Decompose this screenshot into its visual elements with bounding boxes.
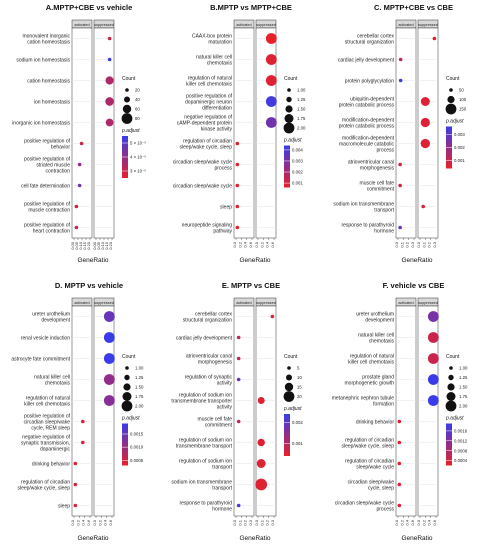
panel-title: E. MPTP vs CBE xyxy=(221,281,281,290)
data-point xyxy=(74,483,78,487)
size-legend-key xyxy=(446,401,457,412)
term-label: regulation of circadian sleep/wake cycle, sleep xyxy=(341,437,394,450)
color-legend-label: 0.002 xyxy=(292,420,303,425)
data-point xyxy=(421,118,430,127)
x-axis-label: GeneRatio xyxy=(77,535,109,542)
term-label: regulation of natural killer cell chemotaxis xyxy=(24,395,70,408)
data-point xyxy=(75,205,79,209)
x-tick-label: 0.4 xyxy=(80,520,86,526)
data-point xyxy=(104,374,115,385)
facet-label: suppressed xyxy=(418,23,438,27)
data-point xyxy=(236,163,240,167)
data-point xyxy=(398,184,402,188)
x-tick-label: 0.3 xyxy=(248,520,253,526)
term-label: natural killer cell chemotaxis xyxy=(34,374,70,387)
term-label: astrocyte fate commitment xyxy=(11,356,70,363)
data-point xyxy=(421,97,430,106)
color-legend-label: 0.002 xyxy=(292,169,303,175)
size-legend-key xyxy=(448,375,453,380)
data-point xyxy=(257,459,266,468)
term-label: response to parathyroid hormone xyxy=(179,500,232,513)
data-point xyxy=(104,311,115,322)
x-axis-label: GeneRatio xyxy=(239,257,271,264)
size-legend-label: 1.25 xyxy=(459,375,468,380)
size-legend-label: 1.00 xyxy=(297,87,306,93)
data-point xyxy=(428,395,439,406)
color-legend-title: p.adjust xyxy=(446,415,464,422)
term-label: positive regulation of striated muscle contraction xyxy=(24,156,70,175)
term-label: cation homeostasis xyxy=(27,78,70,85)
color-legend-label: 0.003 xyxy=(292,158,303,164)
color-legend-label: 3 × 10⁻⁵ xyxy=(130,168,147,174)
color-legend-title: p.adjust xyxy=(446,118,464,125)
data-point xyxy=(266,54,277,65)
size-legend-key xyxy=(285,105,292,112)
term-label: response to parathyroid hormone xyxy=(341,222,394,235)
data-point xyxy=(398,483,402,487)
term-label: cerebellar cortex structural organization xyxy=(182,311,232,324)
size-legend-label: 20 xyxy=(135,87,140,93)
term-label: atrioventricular canal morphogenesis xyxy=(185,353,232,366)
x-tick-label: 0.05 xyxy=(74,242,79,250)
data-point xyxy=(80,142,84,146)
x-axis-label: GeneRatio xyxy=(401,257,433,264)
term-label: regulation of circadian sleep/wake cycle xyxy=(345,458,394,471)
data-point xyxy=(236,226,240,230)
x-tick-label: 0.20 xyxy=(86,242,91,250)
size-legend-label: 1.25 xyxy=(135,375,144,380)
x-tick-label: 0.2 xyxy=(264,520,270,526)
data-point xyxy=(106,76,114,84)
data-point xyxy=(237,504,241,508)
term-label: sodium ion transmembrane transport xyxy=(171,479,232,492)
facet-label: activated xyxy=(74,23,90,27)
color-legend-title: p.adjust xyxy=(122,415,140,422)
color-legend-label: 4 × 10⁻⁵ xyxy=(130,154,147,160)
data-point xyxy=(421,139,430,148)
x-axis-label: GeneRatio xyxy=(401,535,433,542)
facet-label: activated xyxy=(398,301,414,305)
data-point xyxy=(433,37,437,41)
data-point xyxy=(74,504,78,508)
term-label: modification-dependent protein catabolic process xyxy=(338,117,394,130)
data-point xyxy=(258,397,265,404)
size-legend-key xyxy=(449,88,453,92)
x-tick-label: 0.4 xyxy=(264,242,270,248)
term-label: regulation of synaptic activity xyxy=(184,374,232,387)
term-label: positive regulation of dopaminergic neuron differentiation xyxy=(185,93,232,112)
x-tick-label: 0.2 xyxy=(399,520,405,526)
data-point xyxy=(398,163,402,167)
data-point xyxy=(78,163,82,167)
color-legend-label: 0.0016 xyxy=(454,428,468,434)
color-legend-label: 5 × 10⁻⁵ xyxy=(130,140,147,146)
term-label: modification-dependent macromolecule catabolic process xyxy=(338,135,394,154)
size-legend-title: Count xyxy=(284,76,298,82)
size-legend-label: 1.00 xyxy=(459,365,468,371)
x-tick-label: 0.0 xyxy=(232,520,237,526)
x-tick-label: 0.3 xyxy=(410,242,415,248)
size-legend-key xyxy=(447,392,456,401)
term-label: regulation of sodium ion transmembrane transporter activity xyxy=(171,392,232,411)
size-legend-key xyxy=(285,383,293,391)
data-point xyxy=(81,441,85,445)
color-legend-label: 0.001 xyxy=(454,158,465,164)
data-point xyxy=(75,226,79,230)
size-legend-label: 1.50 xyxy=(135,384,144,390)
data-point xyxy=(257,439,264,446)
data-point xyxy=(237,357,241,361)
chart-panel-4 xyxy=(11,281,144,542)
panel-title: C. MPTP+CBE vs CBE xyxy=(374,3,453,12)
term-label: positive regulation of circadian sleep/wake cycle, REM sleep xyxy=(23,413,70,432)
size-legend-label: 100 xyxy=(459,97,467,102)
color-legend-label: 0.001 xyxy=(292,441,303,446)
term-label: regulation of natural killer cell chemotaxis xyxy=(186,75,232,88)
x-tick-label: 0.2 xyxy=(259,242,265,248)
size-legend-title: Count xyxy=(446,354,460,360)
size-legend-label: 2.00 xyxy=(297,125,306,131)
color-legend-label: 0.003 xyxy=(454,131,465,137)
term-label: positive regulation of behavior xyxy=(24,138,70,151)
facet-label: activated xyxy=(74,301,90,305)
x-tick-label: 0.0 xyxy=(232,242,237,248)
x-tick-label: 0.4 xyxy=(426,520,432,526)
data-point xyxy=(237,378,241,382)
term-label: monovalent inorganic cation homeostasis xyxy=(22,33,70,46)
panel-title: A.MPTP+CBE vs vehicle xyxy=(45,3,133,12)
data-point xyxy=(104,332,115,343)
size-legend-key xyxy=(123,105,131,113)
term-label: positive regulation of heart contraction xyxy=(24,222,70,235)
term-label: drinking behavior xyxy=(355,419,394,426)
data-point xyxy=(236,205,240,209)
x-tick-label: 0.4 xyxy=(404,520,410,526)
data-point xyxy=(108,37,112,41)
x-tick-label: 0.2 xyxy=(421,520,427,526)
term-label: cardiac jelly development xyxy=(175,335,232,342)
data-point xyxy=(81,420,85,424)
size-legend-key xyxy=(124,97,130,103)
x-tick-label: 0.2 xyxy=(242,520,248,526)
size-legend-label: 10 xyxy=(297,375,302,380)
x-tick-label: 0.6 xyxy=(432,520,437,526)
color-legend-bar xyxy=(122,424,128,466)
size-legend-key xyxy=(125,366,129,370)
facet-label: suppressed xyxy=(94,301,114,305)
term-label: circadian sleep/wake cycle, sleep xyxy=(347,479,394,492)
color-legend-label: 0.002 xyxy=(454,145,465,151)
x-tick-label: 0.6 xyxy=(270,242,275,248)
term-label: regulation of circadian sleep/wake cycle, sleep xyxy=(179,138,232,151)
x-tick-label: 0.0 xyxy=(416,520,421,526)
data-point xyxy=(428,332,439,343)
size-legend-label: 1.00 xyxy=(135,365,144,371)
x-tick-label: 0.10 xyxy=(78,242,83,250)
x-tick-label: 0.6 xyxy=(108,520,113,526)
size-legend-title: Count xyxy=(122,354,136,360)
x-tick-label: 0.0 xyxy=(254,520,259,526)
chart-panel-1 xyxy=(12,3,146,264)
x-tick-label: 0.15 xyxy=(82,242,87,250)
size-legend-label: 40 xyxy=(135,97,140,102)
term-label: ubiquitin-dependent protein catabolic process xyxy=(338,96,394,109)
chart-panel-3 xyxy=(333,3,466,264)
term-label: circadian sleep/wake cycle process xyxy=(172,159,232,172)
term-label: negative regulation of synaptic transmission, dopaminergic xyxy=(20,434,70,453)
x-tick-label: 0.6 xyxy=(248,242,253,248)
color-legend-label: 0.0004 xyxy=(454,458,468,464)
color-legend-label: 0.0012 xyxy=(454,438,468,444)
x-tick-label: 0.1 xyxy=(259,520,265,526)
x-tick-label: 0.0 xyxy=(92,520,97,526)
term-label: positive regulation of muscle contraction xyxy=(24,201,70,214)
x-tick-label: 0.0 xyxy=(70,520,75,526)
color-legend-label: 0.0015 xyxy=(130,431,144,437)
size-legend-key xyxy=(287,366,291,370)
panel-title: D. MPTP vs vehicle xyxy=(54,281,124,290)
facet-label: suppressed xyxy=(418,301,438,305)
size-legend-label: 15 xyxy=(297,384,302,390)
term-label: natural killer cell chemotaxis xyxy=(196,54,232,67)
size-legend-label: 50 xyxy=(459,87,464,93)
size-legend-label: 80 xyxy=(135,116,140,121)
term-label: sleep xyxy=(220,204,232,211)
x-tick-label: 0.6 xyxy=(86,520,91,526)
size-legend-key xyxy=(449,366,453,370)
x-tick-label: 0.4 xyxy=(102,520,108,526)
facet-label: activated xyxy=(398,23,414,27)
data-point xyxy=(266,75,277,86)
term-label: muscle cell fate commitment xyxy=(197,416,232,429)
size-legend-key xyxy=(284,123,295,134)
data-point xyxy=(237,336,241,340)
term-label: sodium ion transmembrane transport xyxy=(333,201,394,214)
size-legend-key xyxy=(124,375,129,380)
x-tick-label: 0.0 xyxy=(394,242,399,248)
x-tick-label: 0.0 xyxy=(394,520,399,526)
size-legend-key xyxy=(447,383,454,390)
size-legend-title: Count xyxy=(122,76,136,82)
term-label: regulation of natural killer cell chemotaxis xyxy=(348,353,394,366)
color-legend-bar xyxy=(446,424,452,466)
data-point xyxy=(398,504,402,508)
term-label: regulation of circadian sleep/wake cycle, sleep xyxy=(17,479,70,492)
x-tick-label: 0.00 xyxy=(92,242,97,250)
data-point xyxy=(104,395,115,406)
term-label: renal vesicle induction xyxy=(20,335,70,342)
x-axis-label: GeneRatio xyxy=(77,257,109,264)
size-legend-key xyxy=(122,113,133,124)
size-legend-label: 1.75 xyxy=(297,116,306,121)
term-label: sleep xyxy=(58,503,70,510)
term-label: protein polyglycylation xyxy=(344,78,394,85)
size-legend-label: 60 xyxy=(135,106,140,112)
color-legend-label: 0.0005 xyxy=(130,457,144,463)
size-legend-key xyxy=(123,392,132,401)
x-tick-label: 0.2 xyxy=(426,242,432,248)
x-tick-label: 0.2 xyxy=(237,242,243,248)
data-point xyxy=(236,184,240,188)
term-label: ureter urothelium development xyxy=(356,311,394,324)
size-legend-label: 150 xyxy=(459,106,467,112)
size-legend-label: 1.75 xyxy=(459,394,468,399)
data-point xyxy=(428,353,439,364)
size-legend-key xyxy=(446,104,457,115)
data-point xyxy=(78,184,82,188)
facet-label: activated xyxy=(236,23,252,27)
color-legend-label: 0.001 xyxy=(292,180,303,186)
size-legend-key xyxy=(284,391,295,402)
term-label: inorganic ion homeostasis xyxy=(12,120,70,127)
color-legend-label: 0.004 xyxy=(292,147,303,153)
size-legend-label: 5 xyxy=(297,365,300,371)
data-point xyxy=(108,58,112,62)
color-legend-label: 0.0008 xyxy=(454,448,468,454)
data-point xyxy=(105,97,114,106)
term-label: metanephric nephron tubule formation xyxy=(331,395,394,408)
size-legend-label: 20 xyxy=(297,394,302,399)
data-point xyxy=(428,374,439,385)
term-label: drinking behavior xyxy=(31,461,70,468)
x-tick-label: 0.4 xyxy=(242,242,248,248)
size-legend-key xyxy=(125,88,129,92)
data-point xyxy=(271,315,275,319)
x-tick-label: 0.6 xyxy=(410,520,415,526)
x-tick-label: 0.3 xyxy=(270,520,275,526)
color-legend-title: p.adjust xyxy=(284,137,302,144)
term-label: muscle cell fate commitment xyxy=(359,180,394,193)
data-point xyxy=(106,119,114,127)
term-label: cardiac jelly development xyxy=(337,57,394,64)
size-legend-key xyxy=(123,383,130,390)
term-label: cerebellar cortex structural organization xyxy=(344,33,394,46)
x-tick-label: 0.1 xyxy=(237,520,243,526)
color-legend-label: 0.0010 xyxy=(130,444,144,450)
term-label: ion homeostasis xyxy=(33,99,70,106)
x-axis-label: GeneRatio xyxy=(239,535,271,542)
x-tick-label: 0.2 xyxy=(404,242,410,248)
facet-label: activated xyxy=(236,301,252,305)
color-legend-title: p.adjust xyxy=(284,406,302,412)
data-point xyxy=(266,33,277,44)
data-point xyxy=(398,420,402,424)
x-tick-label: 0.00 xyxy=(70,242,75,250)
size-legend-label: 1.25 xyxy=(297,97,306,102)
size-legend-key xyxy=(286,97,291,102)
data-point xyxy=(74,462,78,466)
chart-panel-5 xyxy=(171,281,303,542)
data-point xyxy=(398,462,402,466)
chart-panel-2 xyxy=(173,3,306,264)
panel-title: F. vehicle vs CBE xyxy=(382,281,445,290)
term-label: cell fate determination xyxy=(21,183,70,190)
color-legend-title: p.adjust xyxy=(122,128,140,134)
term-label: circadian sleep/wake cycle process xyxy=(334,500,394,513)
size-legend-label: 1.75 xyxy=(135,394,144,399)
x-tick-label: 0.1 xyxy=(421,242,427,248)
term-label: atrioventricular canal morphogenesis xyxy=(347,159,394,172)
term-label: regulation of sodium ion transport xyxy=(178,458,232,471)
term-label: circadian sleep/wake cycle xyxy=(172,183,232,190)
x-tick-label: 0.3 xyxy=(432,242,437,248)
size-legend-label: 2.00 xyxy=(459,403,468,409)
data-point xyxy=(399,79,403,83)
term-label: neuropeptide signaling pathway xyxy=(181,222,232,235)
data-point xyxy=(104,353,115,364)
data-point xyxy=(255,479,267,491)
term-label: negative regulation of cAMP-dependent protein kinase activity xyxy=(176,114,232,133)
x-tick-label: 0.0 xyxy=(254,242,259,248)
term-label: prostate gland morphogenetic growth xyxy=(344,374,394,387)
chart-panel-6 xyxy=(332,281,468,542)
size-legend-key xyxy=(285,114,294,123)
x-tick-label: 0.15 xyxy=(104,242,109,250)
color-legend-bar xyxy=(284,414,290,456)
panel-title: B.MPTP vs MPTP+CBE xyxy=(210,3,292,12)
term-label: CAAX-box protein maturation xyxy=(191,33,232,46)
size-legend-title: Count xyxy=(446,76,460,82)
data-point xyxy=(421,205,425,209)
term-label: ureter urothelium development xyxy=(32,311,70,324)
size-legend-key xyxy=(447,96,454,103)
term-label: sodium ion homeostasis xyxy=(16,57,70,64)
size-legend-title: Count xyxy=(284,354,298,360)
data-point xyxy=(266,96,277,107)
x-tick-label: 0.10 xyxy=(100,242,105,250)
term-label: regulation of sodium ion transmembrane transport xyxy=(175,437,232,450)
size-legend-key xyxy=(286,375,292,381)
x-tick-label: 0.2 xyxy=(75,520,81,526)
x-tick-label: 0.0 xyxy=(416,242,421,248)
size-legend-key xyxy=(287,88,291,92)
x-tick-label: 0.05 xyxy=(96,242,101,250)
data-point xyxy=(398,226,402,230)
data-point xyxy=(428,311,439,322)
facet-label: suppressed xyxy=(94,23,114,27)
size-legend-label: 2.00 xyxy=(135,403,144,409)
size-legend-key xyxy=(122,401,133,412)
data-point xyxy=(266,117,277,128)
data-point xyxy=(236,142,240,146)
data-point xyxy=(399,58,403,62)
data-point xyxy=(398,441,402,445)
size-legend-label: 1.50 xyxy=(459,384,468,390)
size-legend-label: 1.50 xyxy=(297,106,306,112)
term-label: natural killer cell chemotaxis xyxy=(358,332,394,345)
facet-label: suppressed xyxy=(256,301,276,305)
x-tick-label: 0.1 xyxy=(399,242,405,248)
x-tick-label: 0.2 xyxy=(97,520,103,526)
x-tick-label: 0.20 xyxy=(108,242,113,250)
data-point xyxy=(237,420,241,424)
color-legend-bar xyxy=(284,146,290,188)
facet-label: suppressed xyxy=(256,23,276,27)
